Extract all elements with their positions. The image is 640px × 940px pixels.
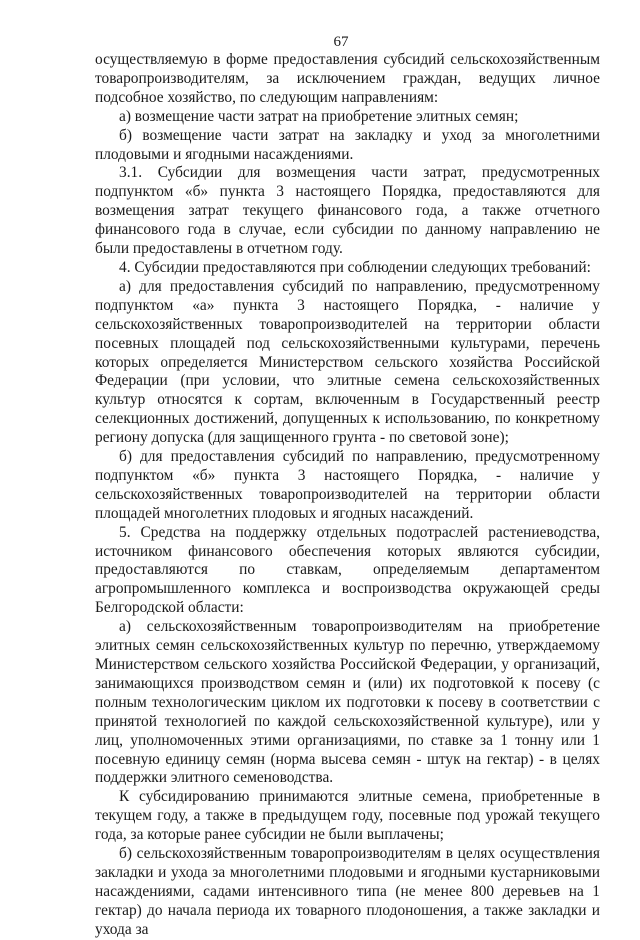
paragraph-4-b: б) для предоставления субсидий по направлению, предусмотренному подпунктом «б» пункта 3 настоящего Порядка, - наличие у сельскохозяйственных товаропроизводителей на территории области площадей многолетних плодовых и ягодных насаждений. bbox=[95, 448, 600, 522]
paragraph-3-1: 3.1. Субсидии для возмещения части затрат, предусмотренных подпунктом «б» пункта 3 настоящего Порядка, предоставляются для возмещения затрат текущего финансового года, а также отчетного финансового года в случае, если субсидии по данному направлению не были предоставлены в отчетном году. bbox=[95, 164, 600, 258]
document-body bbox=[95, 51, 600, 940]
paragraph-5: 5. Средства на поддержку отдельных подотраслей растениеводства, источником финансового обеспечения которых являются субсидии, предоставляются по ставкам, определяемым департаментом агропромышленного комплекса и воспроизводства окружающей среды Белгородской области: bbox=[95, 523, 600, 617]
paragraph-item-b-plantings: б) возмещение части затрат на закладку и уход за многолетними плодовыми и ягодными насаждениями. bbox=[95, 126, 600, 163]
paragraph-intro: осуществляемую в форме предоставления субсидий сельскохозяйственным товаропроизводителям, за исключением граждан, ведущих личное подсобное хозяйство, по следующим направлениям: bbox=[95, 51, 600, 106]
paragraph-item-a-seeds: а) возмещение части затрат на приобретение элитных семян; bbox=[119, 107, 519, 125]
paragraph-5-a: а) сельскохозяйственным товаропроизводителям на приобретение элитных семян сельскохозяйственных культур по перечню, утверждаемому Министерством сельского хозяйства Российской Федерации, у организаций, занимающихся производством семян и (или) их подготовкой к посеву (с полным технологическим циклом их подготовки к посеву в соответствии с принятой технологией по каждой сельскохозяйственной культуре), или у лиц, уполномоченных этими организациями, по ставке за 1 тонну или 1 посевную единицу семян (норма высева семян - штук на гектар) - в целях поддержки элитного семеноводства. bbox=[95, 618, 600, 787]
paragraph-4-a: а) для предоставления субсидий по направлению, предусмотренному подпунктом «а» пункта 3 настоящего Порядка, - наличие у сельскохозяйственных товаропроизводителей на территории области посевных площадей под сельскохозяйственными культурами, перечень которых определяется Министерством сельского хозяйства Российской Федерации (при условии, что элитные семена сельскохозяйственных культур относятся к сортам, включенным в Государственный реестр селекционных достижений, допущенных к использованию, по конкретному региону допуска (для защищенного грунта - по световой зоне); bbox=[95, 277, 600, 447]
paragraph-5-b: б) сельскохозяйственным товаропроизводителям в целях осуществления закладки и ухода за многолетними плодовыми и ягодными кустарниковыми насаждениями, садами интенсивного типа (не менее 800 деревьев на 1 гектар) до начала периода их товарного плодоношения, а также закладки и ухода за bbox=[95, 845, 600, 938]
paragraph-4: 4. Субсидии предоставляются при соблюдении следующих требований: bbox=[119, 258, 591, 276]
paragraph-subsidy-note: К субсидированию принимаются элитные семена, приобретенные в текущем году, а также в предыдущем году, посевные под урожай текущего года, за которые ранее субсидии не были выплачены; bbox=[95, 788, 600, 844]
page-number: 67 bbox=[333, 34, 349, 50]
